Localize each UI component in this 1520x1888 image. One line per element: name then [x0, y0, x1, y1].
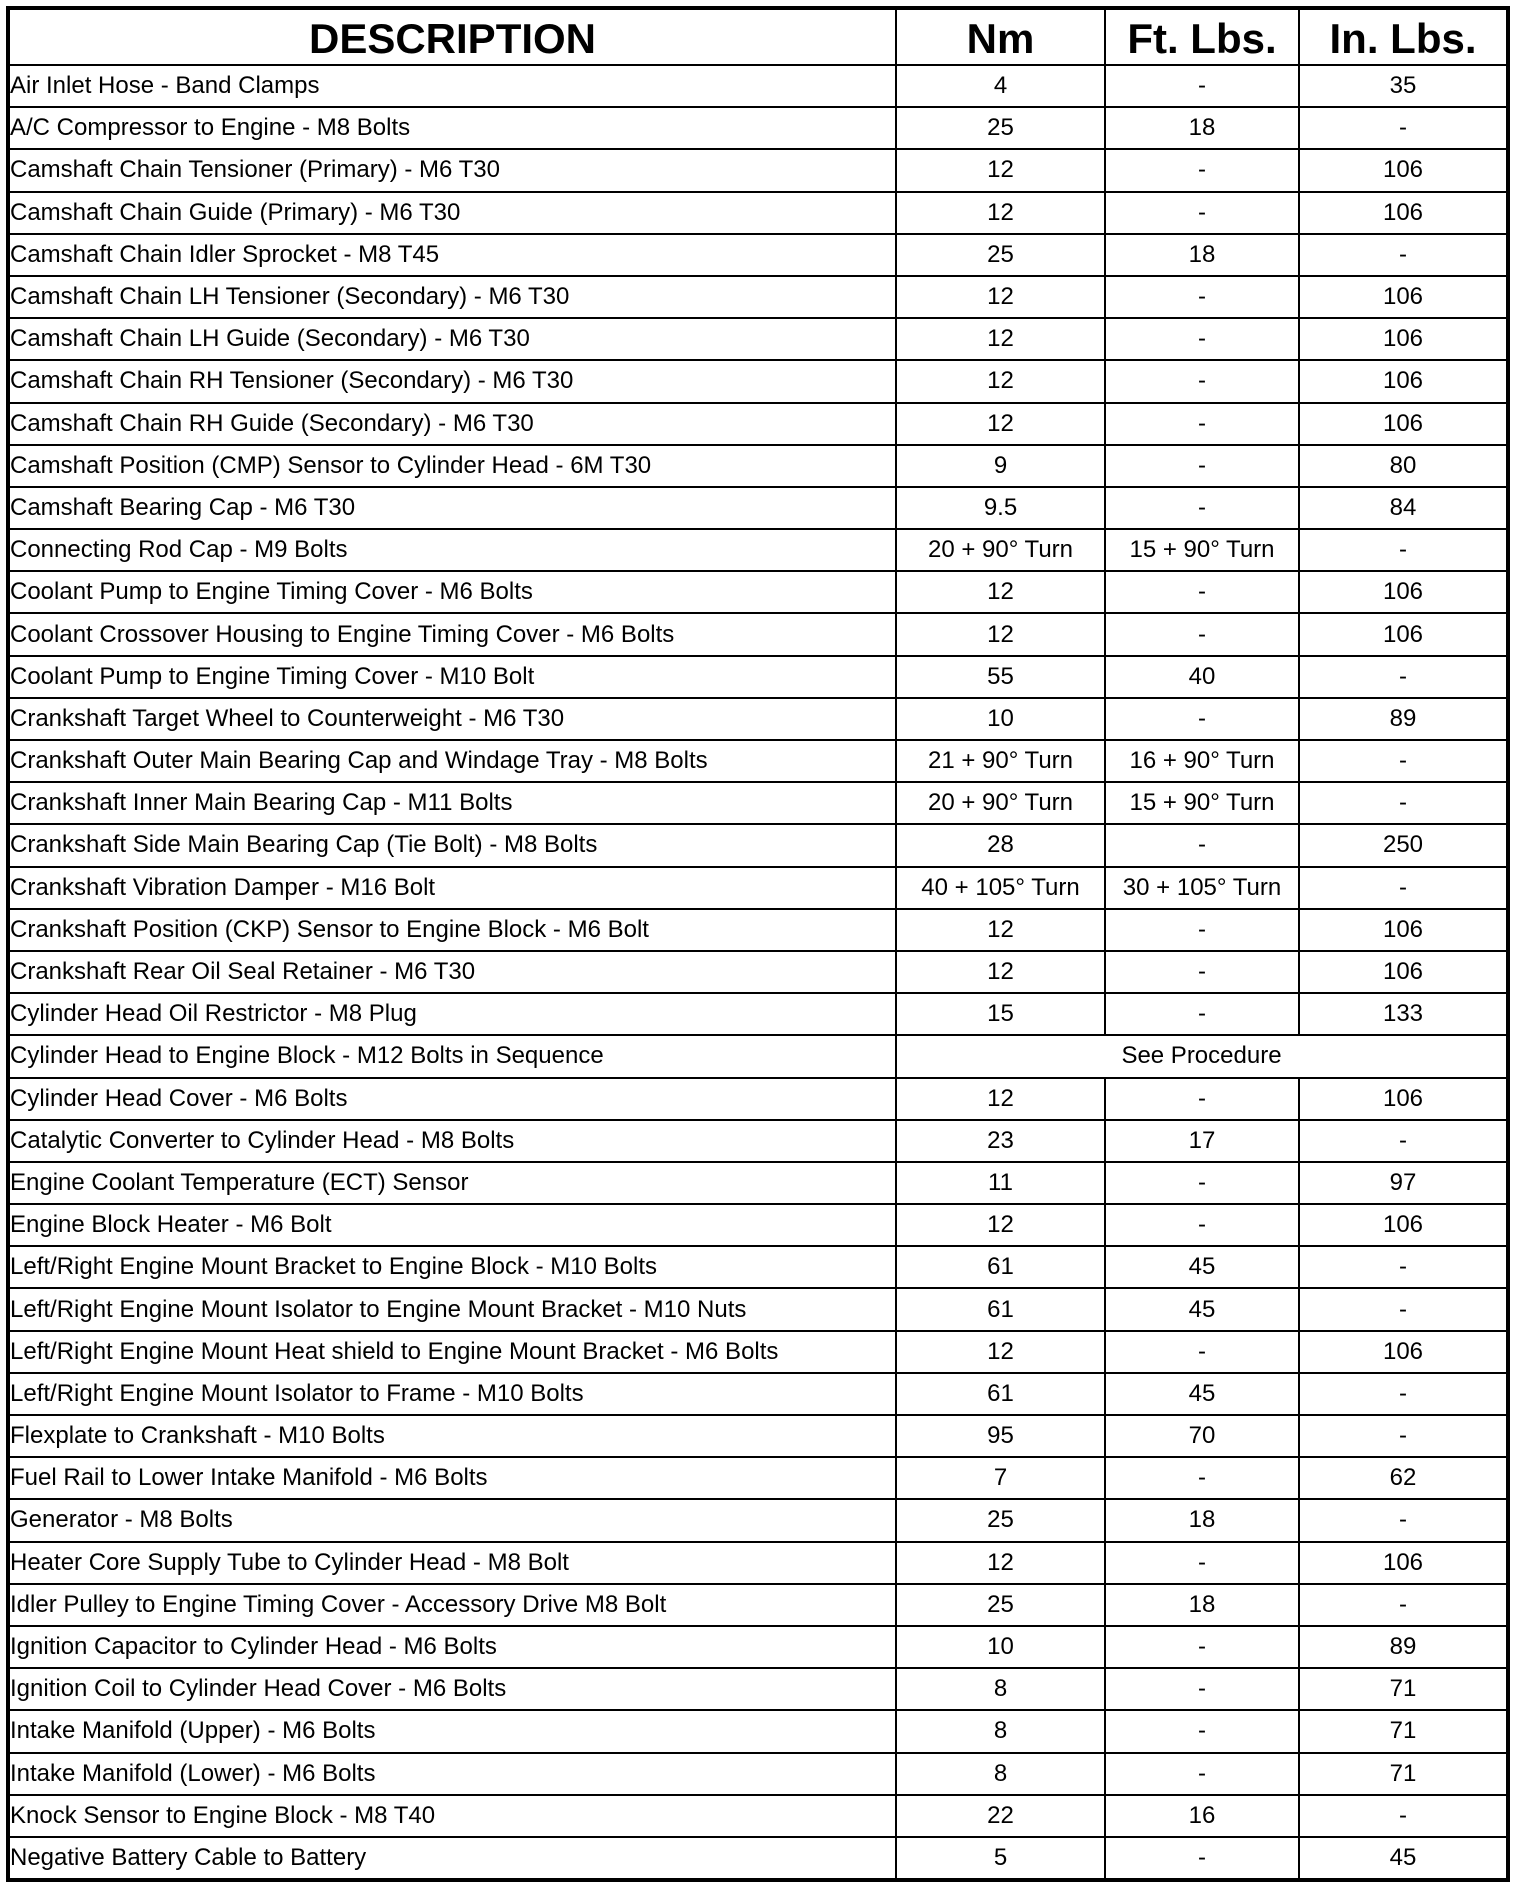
table-body [8, 65, 1508, 1880]
cell-ft-lbs: - [1105, 445, 1299, 487]
cell-description: Air Inlet Hose - Band Clamps [8, 65, 896, 107]
table-row [8, 1288, 1508, 1330]
cell-nm: 95 [896, 1415, 1105, 1457]
cell-description: Idler Pulley to Engine Timing Cover - Accessory Drive M8 Bolt [8, 1584, 896, 1626]
cell-nm: 12 [896, 192, 1105, 234]
cell-ft-lbs: - [1105, 993, 1299, 1035]
cell-in-lbs: 71 [1299, 1710, 1508, 1752]
cell-in-lbs: - [1299, 1246, 1508, 1288]
cell-nm: 5 [896, 1837, 1105, 1880]
table-row [8, 360, 1508, 402]
cell-in-lbs: - [1299, 740, 1508, 782]
cell-nm: 20 + 90° Turn [896, 782, 1105, 824]
cell-description: Camshaft Chain RH Guide (Secondary) - M6 T30 [8, 403, 896, 445]
table-row [8, 403, 1508, 445]
cell-nm: 12 [896, 1331, 1105, 1373]
table-row [8, 867, 1508, 909]
cell-in-lbs: 250 [1299, 824, 1508, 866]
cell-in-lbs: 89 [1299, 698, 1508, 740]
cell-description: Camshaft Chain Idler Sprocket - M8 T45 [8, 234, 896, 276]
cell-description: A/C Compressor to Engine - M8 Bolts [8, 107, 896, 149]
cell-description: Catalytic Converter to Cylinder Head - M8 Bolts [8, 1120, 896, 1162]
cell-in-lbs: 106 [1299, 403, 1508, 445]
cell-nm: 28 [896, 824, 1105, 866]
cell-nm: 25 [896, 1584, 1105, 1626]
cell-description: Camshaft Chain Guide (Primary) - M6 T30 [8, 192, 896, 234]
cell-nm: 12 [896, 909, 1105, 951]
table-row [8, 1078, 1508, 1120]
cell-ft-lbs: - [1105, 613, 1299, 655]
cell-description: Coolant Pump to Engine Timing Cover - M6 Bolts [8, 571, 896, 613]
cell-in-lbs: - [1299, 1584, 1508, 1626]
cell-nm: 23 [896, 1120, 1105, 1162]
cell-in-lbs: 106 [1299, 909, 1508, 951]
cell-description: Crankshaft Outer Main Bearing Cap and Windage Tray - M8 Bolts [8, 740, 896, 782]
cell-nm: 12 [896, 360, 1105, 402]
cell-ft-lbs: - [1105, 1162, 1299, 1204]
table-row [8, 1795, 1508, 1837]
cell-ft-lbs: - [1105, 1204, 1299, 1246]
cell-in-lbs: 106 [1299, 1078, 1508, 1120]
table-row [8, 1668, 1508, 1710]
table-row [8, 1542, 1508, 1584]
cell-nm: 55 [896, 656, 1105, 698]
cell-ft-lbs: - [1105, 698, 1299, 740]
cell-description: Camshaft Chain RH Tensioner (Secondary) - M6 T30 [8, 360, 896, 402]
cell-nm: 12 [896, 1078, 1105, 1120]
table-row [8, 276, 1508, 318]
cell-ft-lbs: - [1105, 824, 1299, 866]
cell-ft-lbs: 45 [1105, 1288, 1299, 1330]
cell-description: Fuel Rail to Lower Intake Manifold - M6 Bolts [8, 1457, 896, 1499]
cell-in-lbs: 89 [1299, 1626, 1508, 1668]
cell-nm: 11 [896, 1162, 1105, 1204]
cell-ft-lbs: 16 + 90° Turn [1105, 740, 1299, 782]
cell-description: Crankshaft Inner Main Bearing Cap - M11 Bolts [8, 782, 896, 824]
table-row [8, 993, 1508, 1035]
cell-in-lbs: 106 [1299, 571, 1508, 613]
table-row [8, 782, 1508, 824]
cell-in-lbs: 80 [1299, 445, 1508, 487]
cell-in-lbs: 106 [1299, 192, 1508, 234]
cell-nm: 10 [896, 1626, 1105, 1668]
table-row [8, 740, 1508, 782]
table-row [8, 107, 1508, 149]
cell-description: Negative Battery Cable to Battery [8, 1837, 896, 1880]
cell-in-lbs: 45 [1299, 1837, 1508, 1880]
cell-ft-lbs: - [1105, 1457, 1299, 1499]
table-row [8, 1331, 1508, 1373]
cell-description: Flexplate to Crankshaft - M10 Bolts [8, 1415, 896, 1457]
cell-in-lbs: - [1299, 234, 1508, 276]
cell-ft-lbs: 40 [1105, 656, 1299, 698]
table-row [8, 1837, 1508, 1880]
cell-ft-lbs: 45 [1105, 1373, 1299, 1415]
header-ft-lbs: Ft. Lbs. [1105, 8, 1299, 65]
table-row [8, 192, 1508, 234]
header-nm: Nm [896, 8, 1105, 65]
header-row [8, 8, 1508, 65]
cell-ft-lbs: 18 [1105, 234, 1299, 276]
cell-ft-lbs: - [1105, 360, 1299, 402]
cell-description: Ignition Coil to Cylinder Head Cover - M6 Bolts [8, 1668, 896, 1710]
table-row [8, 65, 1508, 107]
cell-ft-lbs: - [1105, 276, 1299, 318]
cell-description: Left/Right Engine Mount Isolator to Frame - M10 Bolts [8, 1373, 896, 1415]
table-row [8, 529, 1508, 571]
cell-in-lbs: - [1299, 1120, 1508, 1162]
cell-ft-lbs: - [1105, 951, 1299, 993]
cell-in-lbs: 62 [1299, 1457, 1508, 1499]
table-row [8, 234, 1508, 276]
table-row [8, 445, 1508, 487]
cell-in-lbs: 97 [1299, 1162, 1508, 1204]
cell-description: Crankshaft Target Wheel to Counterweight - M6 T30 [8, 698, 896, 740]
cell-nm: 9 [896, 445, 1105, 487]
cell-nm: 8 [896, 1710, 1105, 1752]
cell-description: Intake Manifold (Lower) - M6 Bolts [8, 1753, 896, 1795]
table-row [8, 1162, 1508, 1204]
table-row [8, 1035, 1508, 1077]
cell-nm: 61 [896, 1288, 1105, 1330]
table-row [8, 951, 1508, 993]
cell-nm: 25 [896, 1499, 1105, 1541]
cell-see-procedure: See Procedure [896, 1035, 1508, 1077]
cell-in-lbs: 106 [1299, 360, 1508, 402]
cell-nm: 12 [896, 1204, 1105, 1246]
cell-ft-lbs: - [1105, 909, 1299, 951]
cell-ft-lbs: 18 [1105, 107, 1299, 149]
cell-in-lbs: 71 [1299, 1668, 1508, 1710]
cell-ft-lbs: - [1105, 403, 1299, 445]
cell-in-lbs: - [1299, 782, 1508, 824]
table-row [8, 824, 1508, 866]
cell-ft-lbs: - [1105, 65, 1299, 107]
header-description: DESCRIPTION [8, 8, 896, 65]
cell-in-lbs: - [1299, 1288, 1508, 1330]
cell-description: Left/Right Engine Mount Bracket to Engine Block - M10 Bolts [8, 1246, 896, 1288]
cell-in-lbs: - [1299, 1373, 1508, 1415]
torque-spec-table [6, 6, 1510, 1882]
cell-in-lbs: 106 [1299, 951, 1508, 993]
cell-description: Connecting Rod Cap - M9 Bolts [8, 529, 896, 571]
cell-nm: 22 [896, 1795, 1105, 1837]
cell-ft-lbs: - [1105, 1078, 1299, 1120]
cell-description: Engine Block Heater - M6 Bolt [8, 1204, 896, 1246]
table-row [8, 318, 1508, 360]
cell-in-lbs: 106 [1299, 1542, 1508, 1584]
cell-in-lbs: 71 [1299, 1753, 1508, 1795]
table-row [8, 1710, 1508, 1752]
cell-in-lbs: - [1299, 107, 1508, 149]
cell-description: Heater Core Supply Tube to Cylinder Head - M8 Bolt [8, 1542, 896, 1584]
table-row [8, 571, 1508, 613]
cell-in-lbs: - [1299, 1415, 1508, 1457]
cell-ft-lbs: - [1105, 1710, 1299, 1752]
cell-in-lbs: - [1299, 656, 1508, 698]
cell-ft-lbs: - [1105, 318, 1299, 360]
table-row [8, 1499, 1508, 1541]
cell-nm: 61 [896, 1373, 1105, 1415]
cell-nm: 10 [896, 698, 1105, 740]
cell-nm: 9.5 [896, 487, 1105, 529]
cell-nm: 25 [896, 234, 1105, 276]
cell-nm: 12 [896, 1542, 1105, 1584]
table-row [8, 1626, 1508, 1668]
table-row [8, 1457, 1508, 1499]
cell-nm: 4 [896, 65, 1105, 107]
cell-ft-lbs: - [1105, 571, 1299, 613]
cell-in-lbs: 84 [1299, 487, 1508, 529]
cell-nm: 12 [896, 613, 1105, 655]
cell-nm: 12 [896, 403, 1105, 445]
cell-in-lbs: 35 [1299, 65, 1508, 107]
cell-in-lbs: 106 [1299, 318, 1508, 360]
cell-in-lbs: 106 [1299, 613, 1508, 655]
cell-description: Left/Right Engine Mount Isolator to Engine Mount Bracket - M10 Nuts [8, 1288, 896, 1330]
cell-nm: 12 [896, 951, 1105, 993]
cell-ft-lbs: - [1105, 1542, 1299, 1584]
cell-nm: 15 [896, 993, 1105, 1035]
cell-ft-lbs: - [1105, 1753, 1299, 1795]
cell-description: Ignition Capacitor to Cylinder Head - M6 Bolts [8, 1626, 896, 1668]
cell-description: Crankshaft Position (CKP) Sensor to Engine Block - M6 Bolt [8, 909, 896, 951]
cell-nm: 20 + 90° Turn [896, 529, 1105, 571]
cell-description: Camshaft Bearing Cap - M6 T30 [8, 487, 896, 529]
cell-in-lbs: 106 [1299, 276, 1508, 318]
cell-nm: 61 [896, 1246, 1105, 1288]
cell-in-lbs: 106 [1299, 149, 1508, 191]
cell-in-lbs: - [1299, 867, 1508, 909]
cell-ft-lbs: - [1105, 192, 1299, 234]
cell-ft-lbs: 45 [1105, 1246, 1299, 1288]
table-row [8, 1753, 1508, 1795]
cell-ft-lbs: - [1105, 487, 1299, 529]
cell-ft-lbs: - [1105, 149, 1299, 191]
cell-description: Crankshaft Vibration Damper - M16 Bolt [8, 867, 896, 909]
cell-ft-lbs: 70 [1105, 1415, 1299, 1457]
cell-description: Crankshaft Side Main Bearing Cap (Tie Bolt) - M8 Bolts [8, 824, 896, 866]
cell-description: Knock Sensor to Engine Block - M8 T40 [8, 1795, 896, 1837]
cell-description: Camshaft Position (CMP) Sensor to Cylinder Head - 6M T30 [8, 445, 896, 487]
cell-nm: 12 [896, 571, 1105, 613]
cell-ft-lbs: - [1105, 1668, 1299, 1710]
cell-description: Camshaft Chain Tensioner (Primary) - M6 T30 [8, 149, 896, 191]
table-row [8, 487, 1508, 529]
table-row [8, 1120, 1508, 1162]
cell-ft-lbs: 18 [1105, 1584, 1299, 1626]
cell-ft-lbs: - [1105, 1331, 1299, 1373]
cell-ft-lbs: 16 [1105, 1795, 1299, 1837]
cell-nm: 8 [896, 1753, 1105, 1795]
cell-in-lbs: - [1299, 1795, 1508, 1837]
cell-ft-lbs: 18 [1105, 1499, 1299, 1541]
cell-ft-lbs: 15 + 90° Turn [1105, 782, 1299, 824]
cell-in-lbs: - [1299, 1499, 1508, 1541]
table-row [8, 656, 1508, 698]
cell-nm: 12 [896, 276, 1105, 318]
table-row [8, 1584, 1508, 1626]
cell-nm: 21 + 90° Turn [896, 740, 1105, 782]
cell-nm: 12 [896, 318, 1105, 360]
cell-ft-lbs: 17 [1105, 1120, 1299, 1162]
table-row [8, 149, 1508, 191]
cell-description: Generator - M8 Bolts [8, 1499, 896, 1541]
cell-description: Engine Coolant Temperature (ECT) Sensor [8, 1162, 896, 1204]
cell-description: Camshaft Chain LH Tensioner (Secondary) - M6 T30 [8, 276, 896, 318]
cell-description: Cylinder Head to Engine Block - M12 Bolts in Sequence [8, 1035, 896, 1077]
table-row [8, 613, 1508, 655]
cell-in-lbs: - [1299, 529, 1508, 571]
cell-ft-lbs: 30 + 105° Turn [1105, 867, 1299, 909]
cell-description: Camshaft Chain LH Guide (Secondary) - M6 T30 [8, 318, 896, 360]
cell-nm: 8 [896, 1668, 1105, 1710]
cell-nm: 7 [896, 1457, 1105, 1499]
cell-nm: 12 [896, 149, 1105, 191]
table-row [8, 1415, 1508, 1457]
cell-ft-lbs: - [1105, 1626, 1299, 1668]
table-row [8, 1204, 1508, 1246]
table-row [8, 1373, 1508, 1415]
cell-in-lbs: 106 [1299, 1204, 1508, 1246]
cell-ft-lbs: - [1105, 1837, 1299, 1880]
cell-nm: 40 + 105° Turn [896, 867, 1105, 909]
table-header [8, 8, 1508, 65]
cell-in-lbs: 106 [1299, 1331, 1508, 1373]
cell-description: Left/Right Engine Mount Heat shield to Engine Mount Bracket - M6 Bolts [8, 1331, 896, 1373]
cell-nm: 25 [896, 107, 1105, 149]
cell-description: Cylinder Head Cover - M6 Bolts [8, 1078, 896, 1120]
cell-description: Coolant Crossover Housing to Engine Timing Cover - M6 Bolts [8, 613, 896, 655]
table-row [8, 909, 1508, 951]
header-in-lbs: In. Lbs. [1299, 8, 1508, 65]
table-row [8, 1246, 1508, 1288]
cell-in-lbs: 133 [1299, 993, 1508, 1035]
cell-ft-lbs: 15 + 90° Turn [1105, 529, 1299, 571]
cell-description: Crankshaft Rear Oil Seal Retainer - M6 T30 [8, 951, 896, 993]
table-row [8, 698, 1508, 740]
cell-description: Coolant Pump to Engine Timing Cover - M10 Bolt [8, 656, 896, 698]
cell-description: Cylinder Head Oil Restrictor - M8 Plug [8, 993, 896, 1035]
cell-description: Intake Manifold (Upper) - M6 Bolts [8, 1710, 896, 1752]
